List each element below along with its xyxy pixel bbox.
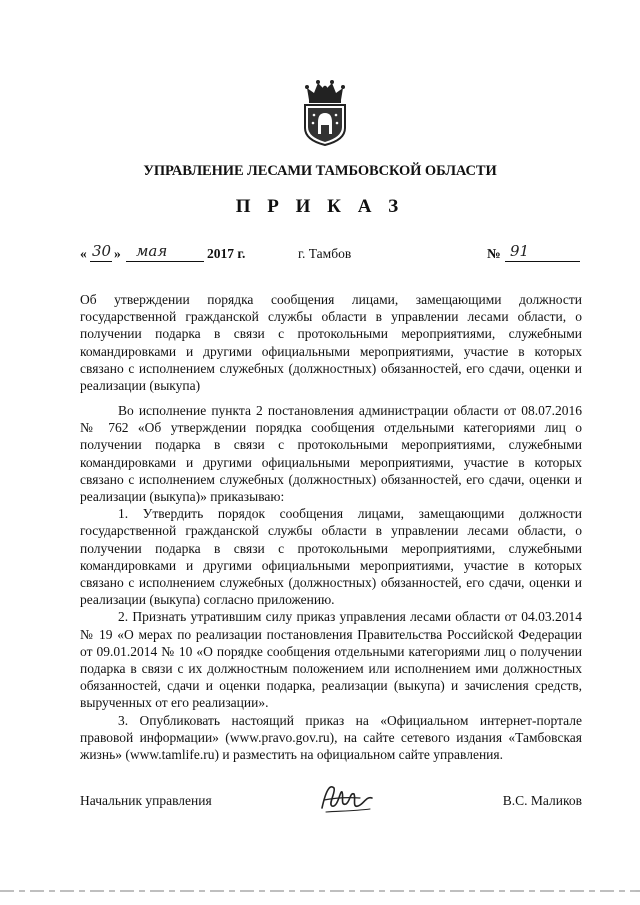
month-underline [126, 261, 204, 262]
signatory-position: Начальник управления [80, 793, 212, 808]
date-month: мая [136, 242, 168, 260]
date-close-quote: » [114, 246, 121, 261]
order-subject: Об утверждении порядка сообщения лицами, замещающими должности государственной гражданской службы области в управлении лесами области, о получении подарка в связи с протокольными мероприятиями, служебными командировками и другими официальными мероприятиями, участие в которых связано с исполнением служебных (должностных) обязанностей, его сдачи, оценки и реализации (выкупа) [80, 292, 582, 394]
order-item-3: 3. Опубликовать настоящий приказ на «Официальном интернет-портале правовой информации» (www.pravo.gov.ru), на сайте сетевого издания «Тамбовская жизнь» (www.tamlife.ru) и разместить на официальном сайте управления. [80, 712, 582, 763]
number-underline [505, 261, 580, 262]
signature-block [80, 786, 582, 826]
order-item-1: 1. Утвердить порядок сообщения лицами, замещающими должности государственной гражданской службы области в управлении лесами области, о получении подарка в связи с протокольными мероприятиями, служебными командировками и другими официальными мероприятиями, участие в которых связано с исполнением служебных (должностных) обязанностей, его сдачи, оценки и реализации (выкупа) согласно приложению. [80, 506, 582, 608]
document-type-heading: П Р И К А З [235, 196, 405, 217]
city-name: г. Тамбов [298, 246, 352, 261]
tambov-coat-of-arms-icon [299, 78, 351, 146]
order-body [80, 402, 582, 763]
day-underline [90, 261, 112, 262]
order-number: 91 [510, 242, 530, 260]
date-day: 30 [92, 242, 112, 260]
signatory-name: В.С. Маликов [502, 793, 582, 808]
date-year: 2017 г. [207, 246, 246, 261]
scan-edge-dashes [0, 889, 640, 893]
order-item-2: 2. Признать утратившим силу приказ управления лесами области от 04.03.2014 № 19 «О мерах по реализации постановления Правительства Российской Федерации от 09.01.2014 № 10 «О порядке сообщения отдельными категориями лиц о получении подарка в связи с их должностным положением или исполнением ими должностных обязанностей, сдачи и оценки подарка, реализации (выкупа) и зачисления средств, вырученных от его реализации». [80, 609, 582, 711]
date-number-line [80, 240, 580, 266]
number-sign: № [487, 246, 501, 261]
date-open-quote: « [80, 246, 87, 261]
order-preamble: Во исполнение пункта 2 постановления администрации области от 08.07.2016 № 762 «Об утверждении порядка сообщения отдельными категориями лиц о получении подарка в связи с протокольными мероприятиями, служебными командировками и другими официальными мероприятиями, участие в которых связано с исполнением служебных (должностных) обязанностей, его сдачи, оценки и реализации (выкупа)» приказываю: [80, 403, 582, 505]
organization-title: УПРАВЛЕНИЕ ЛЕСАМИ ТАМБОВСКОЙ ОБЛАСТИ [143, 163, 497, 179]
handwritten-signature-icon [316, 778, 376, 818]
